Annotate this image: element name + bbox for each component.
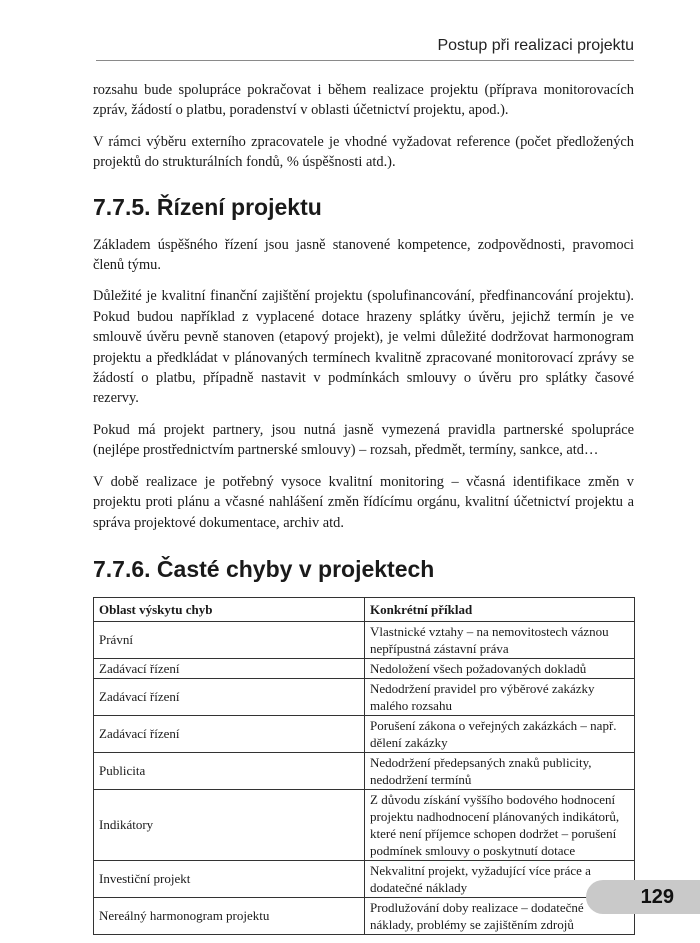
paragraph: Základem úspěšného řízení jsou jasně stanovené kompetence, zodpovědnosti, pravomoci členů týmu. <box>93 236 634 274</box>
table-cell-example: Prodlužování doby realizace – dodatečné náklady, problémy se zajištěním zdrojů <box>365 897 635 934</box>
table-header-row <box>94 597 635 621</box>
table-cell-area: Zadávací řízení <box>94 658 365 678</box>
paragraph: Důležité je kvalitní finanční zajištění projektu (spolufinancování, předfinancování projektu). Pokud budou například z vyplacené dotace hrazeny splátky úvěru, jejichž termín je ve smlouvě úvěru pevně stanoven (etapový projekt), je velmi důležité dodržovat harmonogram projektu a předkládat v plánovaných termínech kvalitně zpracované monitorovací zprávy se žádostí o platbu, případně nastavit v podmínkách smlouvy o úvěru pro splátky časové rezervy. <box>93 288 634 407</box>
table-cell-area: Investiční projekt <box>94 860 365 897</box>
section-heading-caste-chyby: 7.7.6. Časté chyby v projektech <box>93 555 435 582</box>
running-header-title: Postup při realizaci projektu <box>437 37 634 54</box>
section-heading-rizeni-projektu: 7.7.5. Řízení projektu <box>93 193 322 220</box>
table-cell-example: Porušení zákona o veřejných zakázkách – např. dělení zakázky <box>365 715 635 752</box>
paragraph: V době realizace je potřebný vysoce kvalitní monitoring – včasná identifikace změn v projektu proti plánu a včasné nahlášení změn řídícímu orgánu, kvalitní účetnictví projektu a správa projektové dokumentace, archiv atd. <box>93 473 634 531</box>
table-cell-example: Z důvodu získání vyššího bodového hodnocení projektu nadhodnocení plánovaných indikátorů, které není příjemce schopen dodržet – porušení podmínek smlouvy o poskytnutí dotace <box>365 789 635 860</box>
table-cell-example: Nedodržení předepsaných znaků publicity, nedodržení termínů <box>365 752 635 789</box>
table-row <box>94 621 635 658</box>
table-cell-example: Nedodržení pravidel pro výběrové zakázky malého rozsahu <box>365 678 635 715</box>
paragraph: Pokud má projekt partnery, jsou nutná jasně vymezená pravidla partnerské spolupráce (nejlépe prostřednictvím partnerské smlouvy) – rozsah, předmět, termíny, sankce, atd… <box>93 421 634 459</box>
column-header-example: Konkrétní příklad <box>365 597 635 621</box>
table-row <box>94 678 635 715</box>
running-header <box>96 32 634 61</box>
paragraph: rozsahu bude spolupráce pokračovat i během realizace projektu (příprava monitorovacích zpráv, žádostí o platbu, poradenství v oblasti účetnictví projektu, apod.). <box>93 82 634 119</box>
table-row <box>94 752 635 789</box>
table-cell-example: Nekvalitní projekt, vyžadující více práce a dodatečné náklady <box>365 860 635 897</box>
table-row <box>94 860 635 897</box>
page-content <box>93 80 634 935</box>
table-cell-area: Zadávací řízení <box>94 715 365 752</box>
table-row <box>94 789 635 860</box>
table-cell-area: Publicita <box>94 752 365 789</box>
table-row <box>94 897 635 934</box>
table-cell-area: Nereálný harmonogram projektu <box>94 897 365 934</box>
table-row <box>94 715 635 752</box>
table-cell-area: Indikátory <box>94 789 365 860</box>
page-number: 129 <box>640 886 674 908</box>
table-cell-area: Zadávací řízení <box>94 678 365 715</box>
table-cell-area: Právní <box>94 621 365 658</box>
table-cell-example: Vlastnické vztahy – na nemovitostech váznou nepřípustná zástavní práva <box>365 621 635 658</box>
column-header-area: Oblast výskytu chyb <box>94 597 365 621</box>
table-cell-example: Nedoložení všech požadovaných dokladů <box>365 658 635 678</box>
table-row <box>94 658 635 678</box>
errors-table <box>93 597 635 935</box>
paragraph: V rámci výběru externího zpracovatele je vhodné vyžadovat reference (počet předložených projektů do strukturálních fondů, % úspěšnosti atd.). <box>93 133 634 171</box>
